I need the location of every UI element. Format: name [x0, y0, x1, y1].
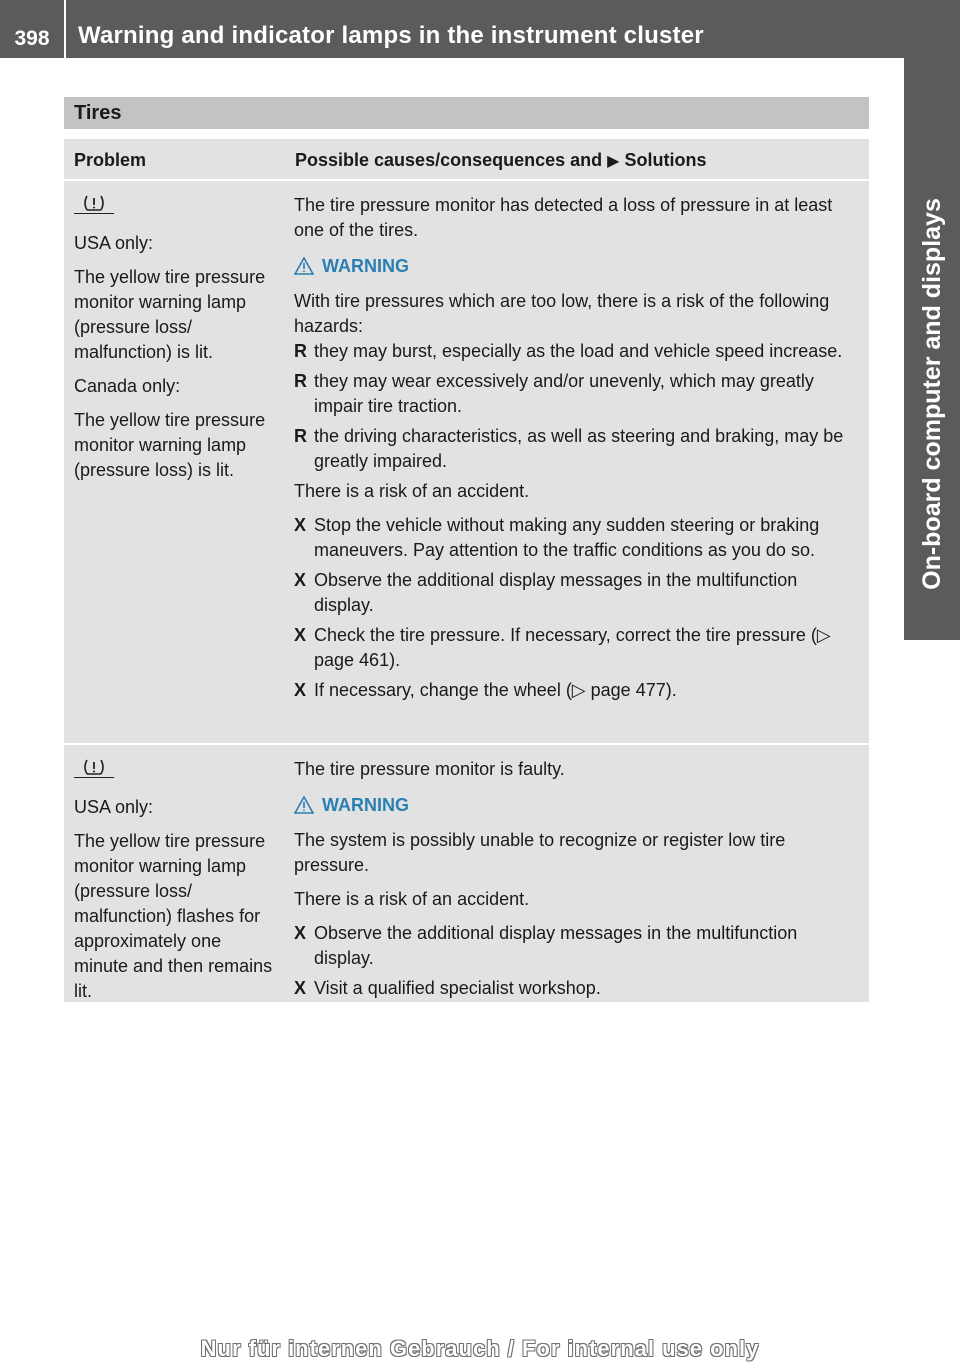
- column-header-problem: Problem: [64, 139, 285, 179]
- header-divider: [64, 0, 66, 58]
- action-step: X Stop the vehicle without making any sudden steering or braking maneuvers. Pay attention to the traffic conditions as you do so.: [294, 515, 820, 560]
- problem-text: USA only:: [74, 797, 154, 817]
- action-step: X Observe the additional display messages in the multifunction display.: [294, 570, 798, 615]
- watermark: Nur für internen Gebrauch / For internal use only: [200, 1336, 760, 1361]
- warning-triangle-icon: [294, 257, 314, 275]
- column-header-solutions: [285, 139, 869, 179]
- problem-text: USA only:: [74, 233, 154, 253]
- column-header-prefix: Possible causes/consequences and: [295, 150, 603, 170]
- problem-text: The yellow tire pressure monitor warning lamp (pressure loss/ malfunction) flashes for approximately one minute and then remains lit.: [74, 831, 273, 1001]
- page-title: Warning and indicator lamps in the instrument cluster: [78, 22, 704, 49]
- action-step: X If necessary, change the wheel (▷ page 477).: [294, 680, 677, 700]
- risk-text: There is a risk of an accident.: [294, 481, 530, 501]
- tire-pressure-warning-icon: [74, 195, 114, 214]
- warning-label: WARNING: [322, 255, 409, 276]
- page-number: 398: [14, 27, 50, 50]
- problem-cell: [64, 181, 285, 743]
- cause-text: The tire pressure monitor has detected a loss of pressure in at least one of the tires.: [294, 195, 833, 240]
- section-title: Tires: [64, 97, 869, 129]
- header-bar: [0, 0, 960, 58]
- play-arrow-icon: ▶: [607, 153, 620, 170]
- action-step: X Visit a qualified specialist workshop.: [294, 978, 601, 998]
- list-item: R they may wear excessively and/or unevenly, which may greatly impair tire traction.: [294, 371, 814, 416]
- warning-text: With tire pressures which are too low, there is a risk of the following hazards:: [294, 291, 830, 336]
- problem-text: Canada only:: [74, 376, 181, 396]
- action-step: X Observe the additional display messages in the multifunction display.: [294, 923, 798, 968]
- list-item: R they may burst, especially as the load and vehicle speed increase.: [294, 341, 843, 361]
- list-item: R the driving characteristics, as well as steering and braking, may be greatly impaired.: [294, 426, 844, 471]
- risk-text: There is a risk of an accident.: [294, 889, 530, 909]
- warning-label: WARNING: [322, 794, 409, 815]
- problem-cell: [64, 745, 285, 1002]
- warning-heading: [294, 252, 861, 280]
- action-step: X Check the tire pressure. If necessary, correct the tire pressure (▷ page 461).: [294, 625, 831, 670]
- cause-text: The tire pressure monitor is faulty.: [294, 759, 565, 779]
- problem-text: The yellow tire pressure monitor warning lamp (pressure loss/ malfunction) is lit.: [74, 267, 266, 362]
- side-chapter-label: On-board computer and displays: [918, 198, 946, 590]
- warning-triangle-icon: [294, 796, 314, 814]
- tire-pressure-warning-icon: [74, 759, 114, 778]
- problem-text: The yellow tire pressure monitor warning lamp (pressure loss) is lit.: [74, 410, 266, 480]
- solution-cell: [285, 745, 869, 1002]
- warning-text: The system is possibly unable to recognize or register low tire pressure.: [294, 830, 786, 875]
- solution-cell: [285, 181, 869, 743]
- warning-heading: [294, 791, 861, 819]
- column-header-suffix: Solutions: [624, 150, 707, 170]
